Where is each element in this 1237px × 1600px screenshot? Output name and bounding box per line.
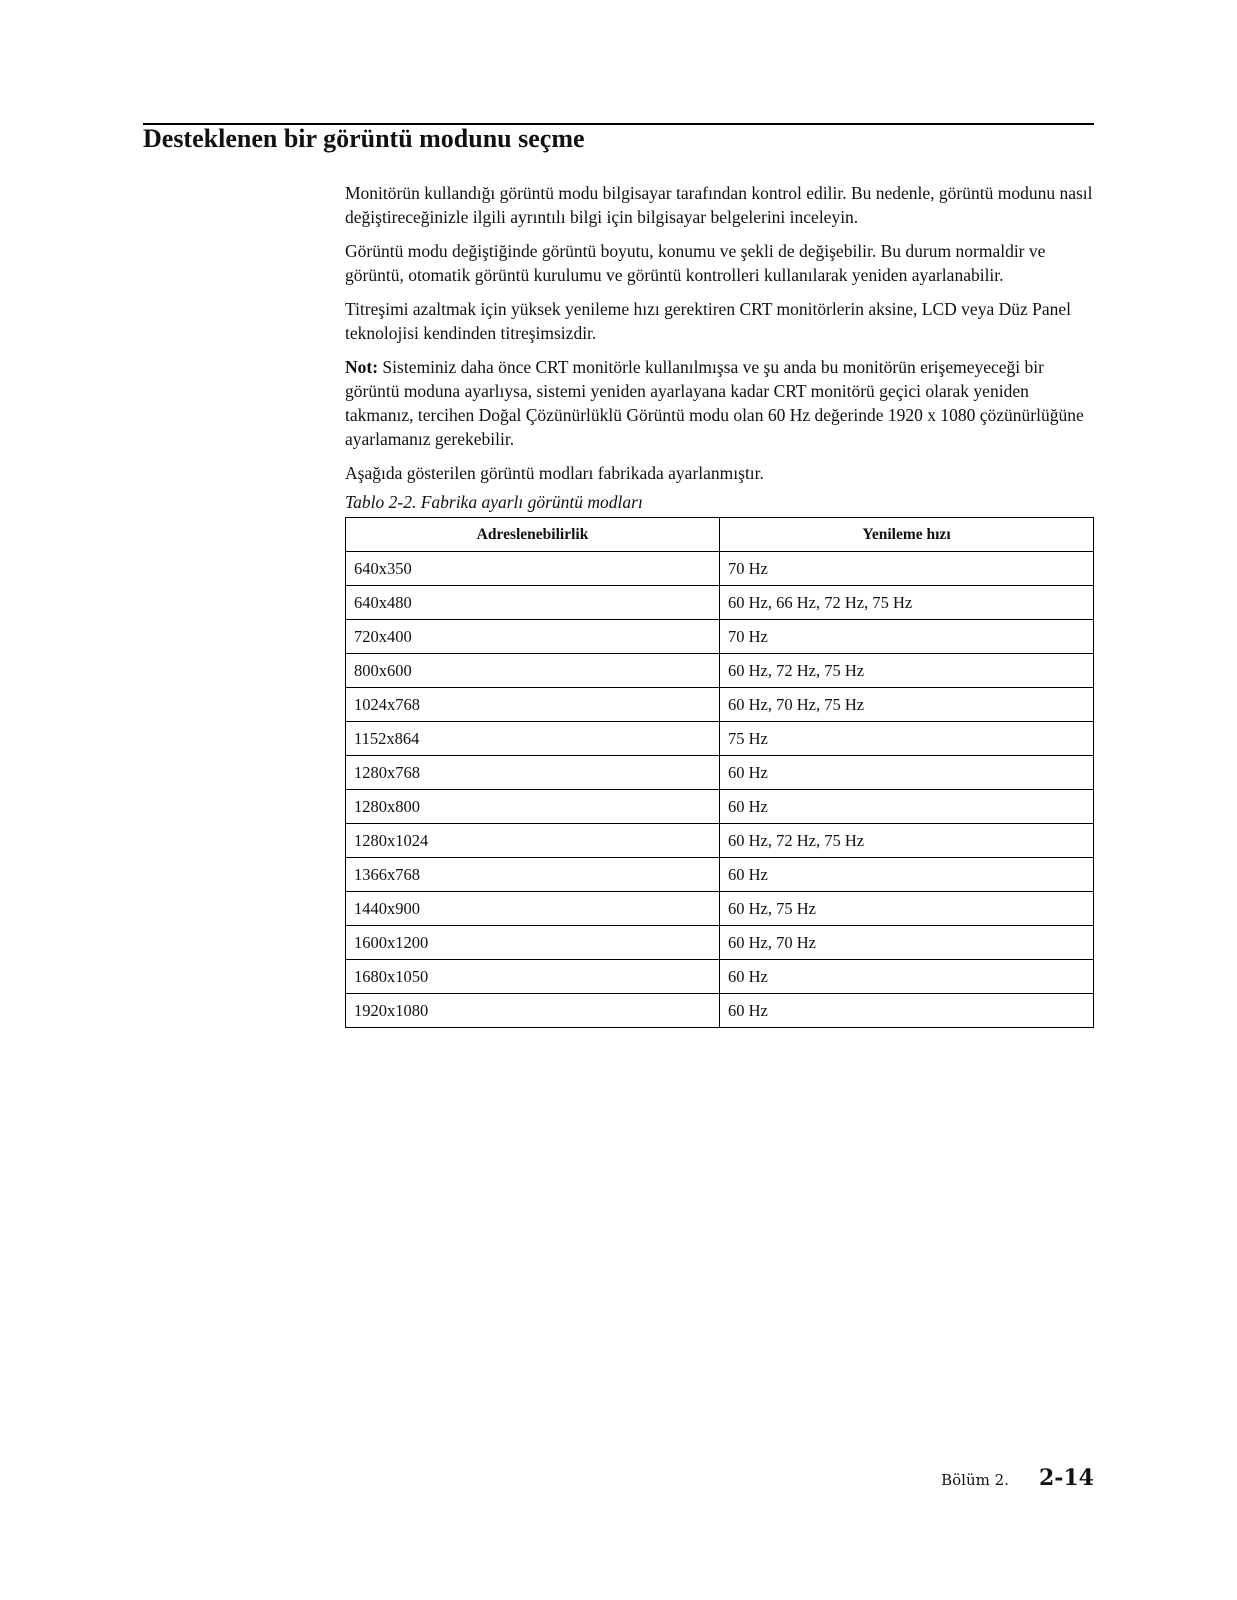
table-row bbox=[346, 994, 1094, 1028]
table-row bbox=[346, 824, 1094, 858]
table-row bbox=[346, 654, 1094, 688]
cell-addressability: 640x350 bbox=[346, 552, 720, 586]
cell-addressability: 1366x768 bbox=[346, 858, 720, 892]
cell-addressability: 640x480 bbox=[346, 586, 720, 620]
display-modes-table bbox=[345, 517, 1094, 1028]
cell-addressability: 1152x864 bbox=[346, 722, 720, 756]
section-heading: Desteklenen bir görüntü modunu seçme bbox=[143, 124, 585, 153]
cell-addressability: 1600x1200 bbox=[346, 926, 720, 960]
cell-addressability: 1920x1080 bbox=[346, 994, 720, 1028]
cell-addressability: 1680x1050 bbox=[346, 960, 720, 994]
cell-refresh-rate: 60 Hz, 66 Hz, 72 Hz, 75 Hz bbox=[720, 586, 1094, 620]
cell-refresh-rate: 70 Hz bbox=[720, 552, 1094, 586]
page-number: 2-14 bbox=[1038, 1465, 1094, 1491]
table-row bbox=[346, 552, 1094, 586]
paragraph: Titreşimi azaltmak için yüksek yenileme hızı gerektiren CRT monitörlerin aksine, LCD veya Düz Panel teknolojisi kendinden titreşimsizdir. bbox=[345, 299, 1072, 343]
cell-refresh-rate: 60 Hz, 70 Hz, 75 Hz bbox=[720, 688, 1094, 722]
cell-addressability: 1280x800 bbox=[346, 790, 720, 824]
footer-chapter: Bölüm 2. bbox=[941, 1471, 1009, 1489]
table-row bbox=[346, 620, 1094, 654]
cell-refresh-rate: 60 Hz, 70 Hz bbox=[720, 926, 1094, 960]
table-row bbox=[346, 688, 1094, 722]
cell-refresh-rate: 60 Hz bbox=[720, 756, 1094, 790]
page-footer bbox=[941, 1465, 1094, 1491]
table-row bbox=[346, 756, 1094, 790]
table-row bbox=[346, 722, 1094, 756]
note-paragraph bbox=[345, 355, 1095, 451]
table-row bbox=[346, 926, 1094, 960]
column-header-addressability: Adreslenebilirlik bbox=[346, 518, 720, 552]
cell-addressability: 1280x768 bbox=[346, 756, 720, 790]
cell-addressability: 800x600 bbox=[346, 654, 720, 688]
table-body bbox=[346, 552, 1094, 1028]
note-text: Sisteminiz daha önce CRT monitörle kullanılmışsa ve şu anda bu monitörün erişemeyeceği bir görüntü moduna ayarlıysa, sistemi yeniden ayarlayana kadar CRT monitörü geçici olarak yeniden takmanız, tercihen Doğal Çözünürlüklü Görüntü modu olan 60 Hz değerinde 1920 x 1080 çözünürlüğüne ayarlamanız gerekebilir. bbox=[345, 357, 1084, 449]
table-intro: Aşağıda gösterilen görüntü modları fabrikada ayarlanmıştır. bbox=[345, 463, 764, 483]
cell-addressability: 720x400 bbox=[346, 620, 720, 654]
paragraph: Monitörün kullandığı görüntü modu bilgisayar tarafından kontrol edilir. Bu nedenle, görüntü modunu nasıl değiştireceğinizle ilgili ayrıntılı bilgi için bilgisayar belgelerini inceleyin. bbox=[345, 183, 1093, 227]
table-row bbox=[346, 892, 1094, 926]
cell-refresh-rate: 60 Hz bbox=[720, 790, 1094, 824]
cell-addressability: 1024x768 bbox=[346, 688, 720, 722]
table-row bbox=[346, 960, 1094, 994]
cell-refresh-rate: 75 Hz bbox=[720, 722, 1094, 756]
table-row bbox=[346, 790, 1094, 824]
cell-refresh-rate: 60 Hz bbox=[720, 960, 1094, 994]
cell-refresh-rate: 60 Hz bbox=[720, 994, 1094, 1028]
cell-refresh-rate: 60 Hz bbox=[720, 858, 1094, 892]
column-header-refresh-rate: Yenileme hızı bbox=[720, 518, 1094, 552]
cell-refresh-rate: 60 Hz, 75 Hz bbox=[720, 892, 1094, 926]
table-header-row bbox=[346, 518, 1094, 552]
note-label: Not: bbox=[345, 357, 379, 377]
table-row bbox=[346, 586, 1094, 620]
cell-refresh-rate: 60 Hz, 72 Hz, 75 Hz bbox=[720, 824, 1094, 858]
paragraph: Görüntü modu değiştiğinde görüntü boyutu, konumu ve şekli de değişebilir. Bu durum normaldir ve görüntü, otomatik görüntü kurulumu ve görüntü kontrolleri kullanılarak yeniden ayarlanabilir. bbox=[345, 241, 1046, 285]
cell-refresh-rate: 70 Hz bbox=[720, 620, 1094, 654]
cell-addressability: 1440x900 bbox=[346, 892, 720, 926]
cell-refresh-rate: 60 Hz, 72 Hz, 75 Hz bbox=[720, 654, 1094, 688]
table-row bbox=[346, 858, 1094, 892]
body-column bbox=[345, 181, 1095, 1028]
table-caption: Tablo 2-2. Fabrika ayarlı görüntü modları bbox=[345, 492, 643, 512]
cell-addressability: 1280x1024 bbox=[346, 824, 720, 858]
